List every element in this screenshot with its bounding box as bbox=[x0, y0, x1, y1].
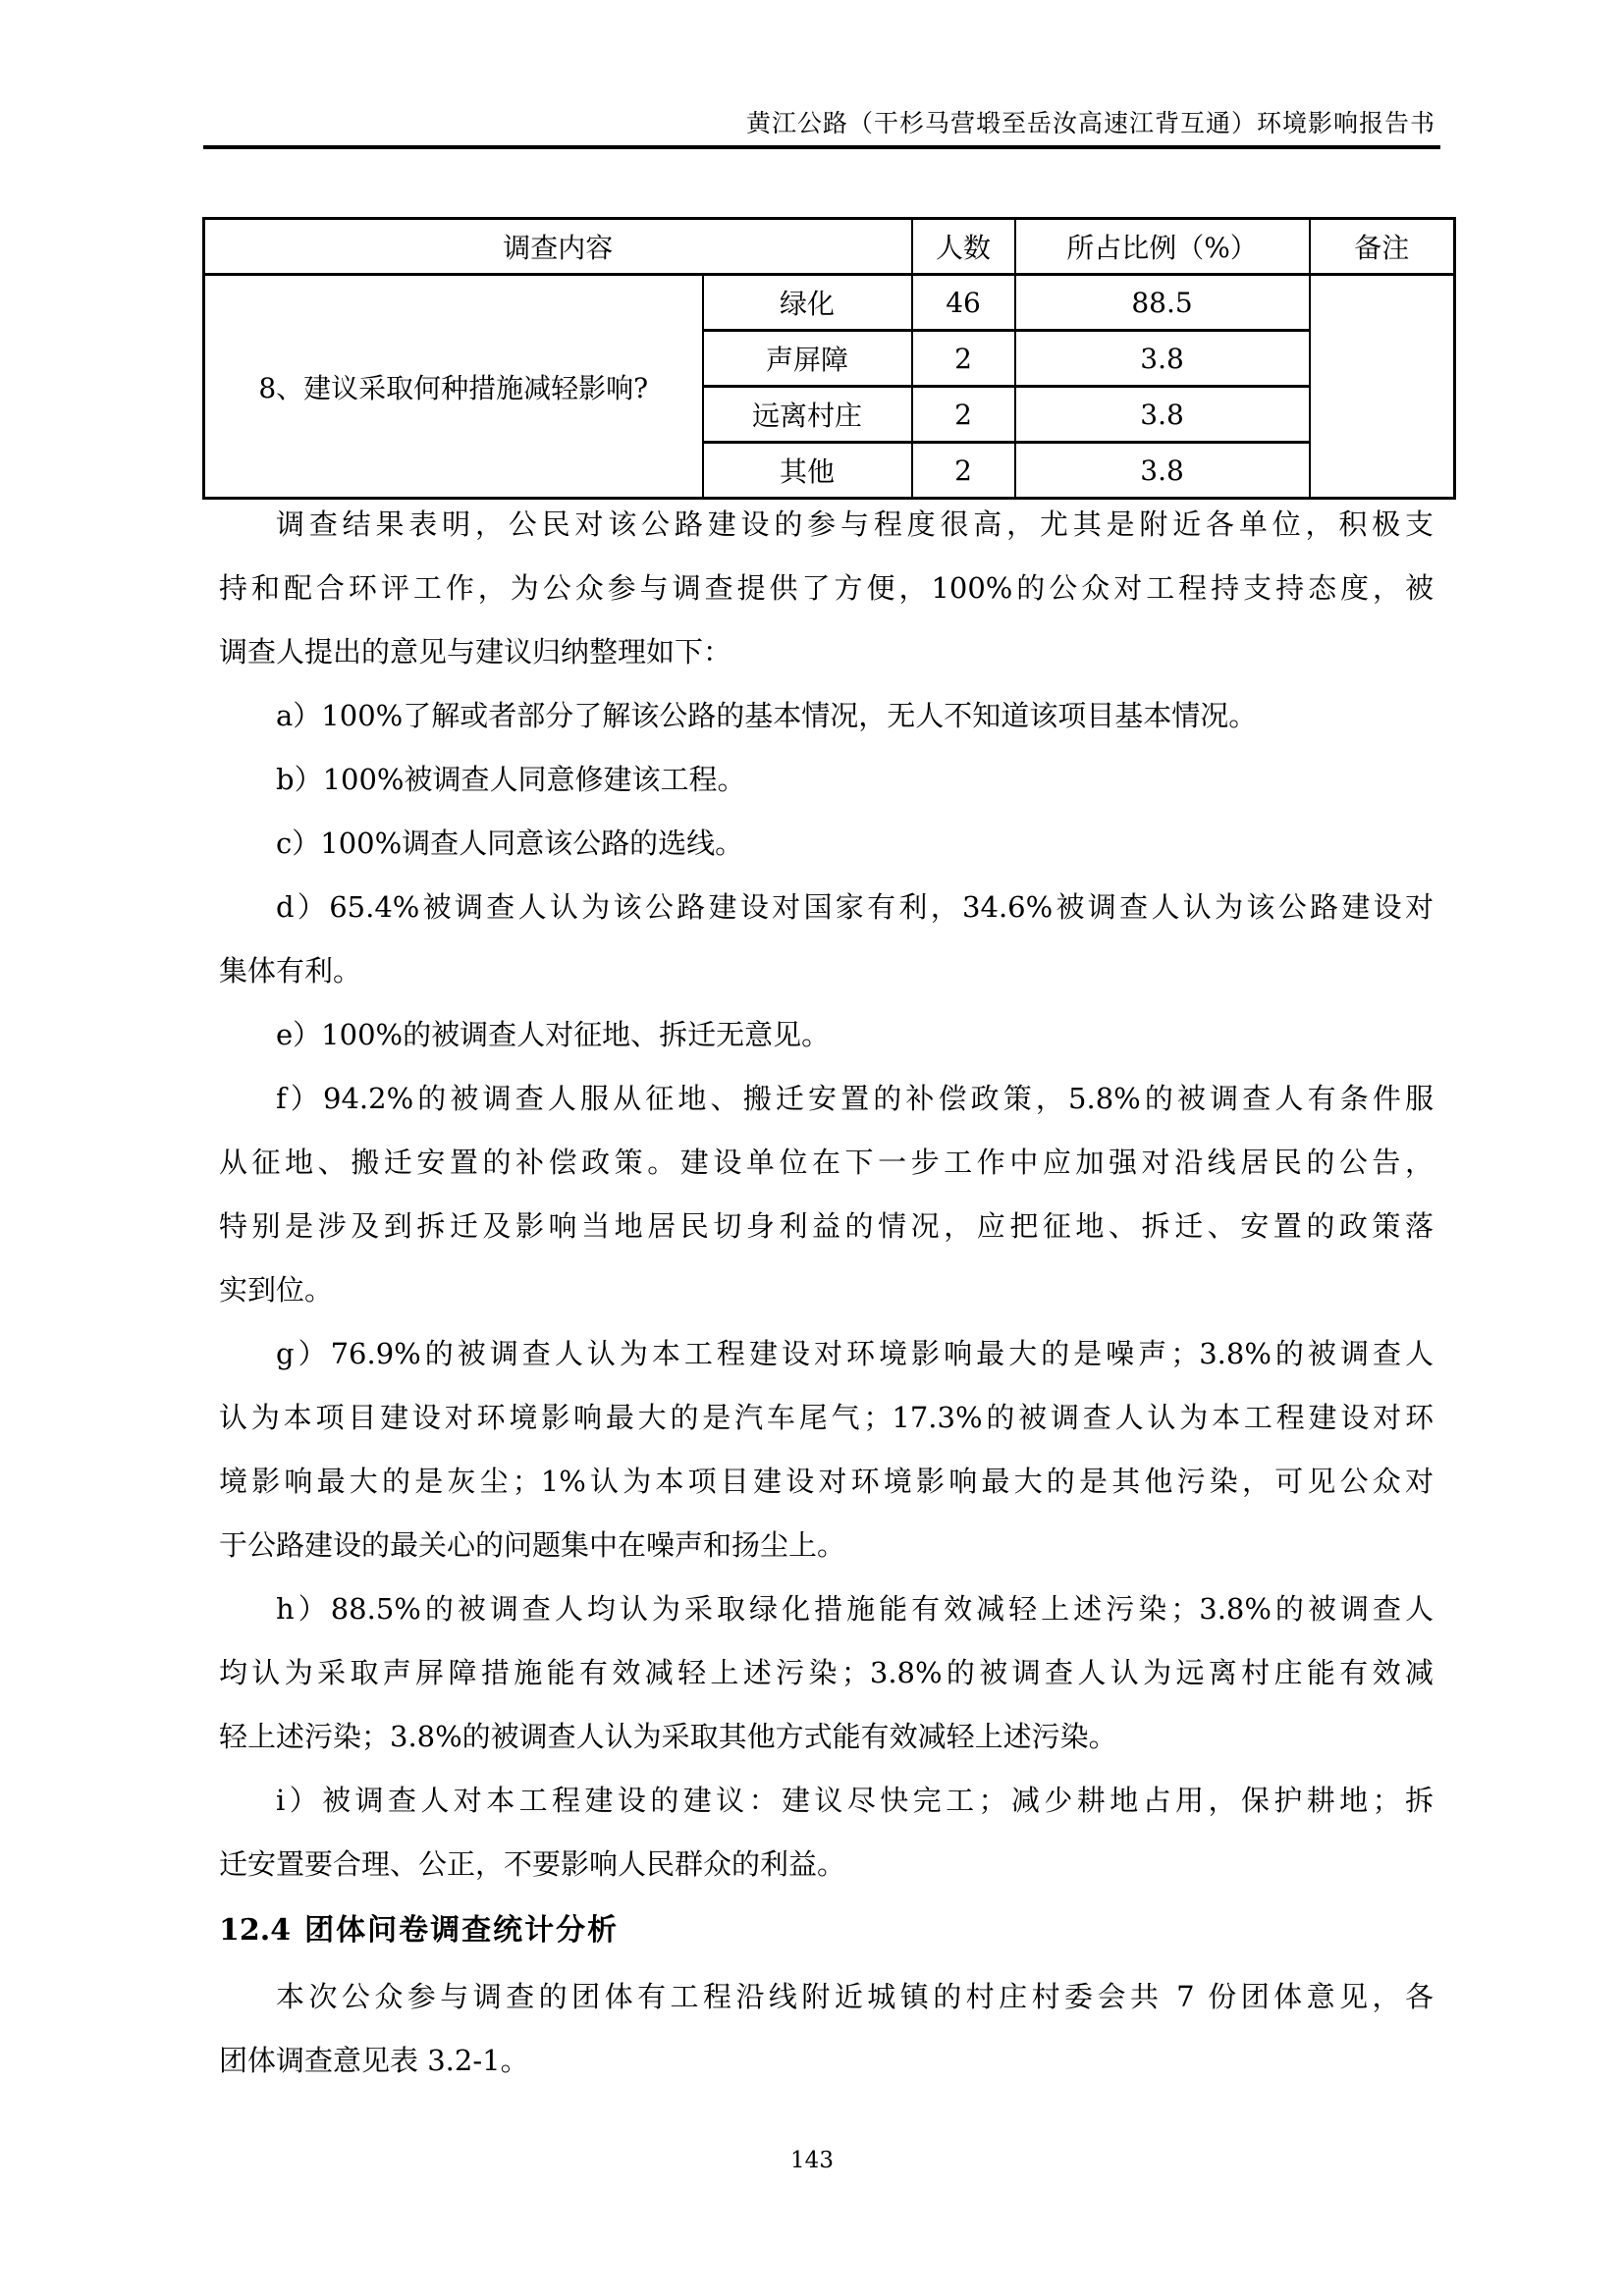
section-title: 团体问卷调查统计分析 bbox=[304, 1913, 620, 1948]
col-header-percentage: 所占比例（%） bbox=[1015, 219, 1310, 275]
body-line: i）被调查人对本工程建设的建议：建议尽快完工；减少耕地占用，保护耕地；拆 bbox=[276, 1784, 1434, 1817]
measure-cell: 绿化 bbox=[703, 275, 912, 331]
col-header-count: 人数 bbox=[912, 219, 1015, 275]
table-header-row bbox=[204, 219, 1455, 275]
count-cell: 46 bbox=[912, 275, 1015, 331]
header-rule bbox=[203, 145, 1440, 149]
percentage-cell: 3.8 bbox=[1015, 331, 1310, 387]
remark-cell bbox=[1310, 275, 1455, 499]
percentage-cell: 3.8 bbox=[1015, 443, 1310, 499]
measure-cell: 声屏障 bbox=[703, 331, 912, 387]
body-line: a）100%了解或者部分了解该公路的基本情况，无人不知道该项目基本情况。 bbox=[276, 699, 1258, 732]
survey-table bbox=[202, 217, 1453, 500]
count-cell: 2 bbox=[912, 331, 1015, 387]
measure-cell: 远离村庄 bbox=[703, 387, 912, 443]
body-line: e）100%的被调查人对征地、拆迁无意见。 bbox=[276, 1018, 831, 1051]
body-line: 实到位。 bbox=[219, 1273, 334, 1307]
body-line: h）88.5%的被调查人均认为采取绿化措施能有效减轻上述污染；3.8%的被调查人 bbox=[276, 1592, 1434, 1626]
percentage-cell: 3.8 bbox=[1015, 387, 1310, 443]
body-line: 均认为采取声屏障措施能有效减轻上述污染；3.8%的被调查人认为远离村庄能有效减 bbox=[219, 1656, 1434, 1689]
body-line: g）76.9%的被调查人认为本工程建设对环境影响最大的是噪声；3.8%的被调查人 bbox=[276, 1337, 1434, 1370]
page-number: 143 bbox=[790, 2148, 834, 2173]
count-cell: 2 bbox=[912, 387, 1015, 443]
body-line: 持和配合环评工作，为公众参与调查提供了方便，100%的公众对工程持支持态度，被 bbox=[219, 571, 1434, 605]
section-number: 12.4 bbox=[219, 1913, 292, 1948]
table-row bbox=[204, 275, 1455, 331]
body-line: 境影响最大的是灰尘；1%认为本项目建设对环境影响最大的是其他污染，可见公众对 bbox=[219, 1465, 1434, 1498]
body-line: 迁安置要合理、公正，不要影响人民群众的利益。 bbox=[219, 1847, 846, 1881]
body-text bbox=[219, 493, 1434, 2093]
col-header-survey-content: 调查内容 bbox=[204, 219, 912, 275]
body-line: c）100%调查人同意该公路的选线。 bbox=[276, 827, 744, 860]
body-line: d）65.4%被调查人认为该公路建设对国家有利，34.6%被调查人认为该公路建设对 bbox=[276, 890, 1434, 924]
body-line: 从征地、搬迁安置的补偿政策。建设单位在下一步工作中应加强对沿线居民的公告， bbox=[219, 1146, 1434, 1179]
body-line: 本次公众参与调查的团体有工程沿线附近城镇的村庄村委会共 7 份团体意见，各 bbox=[276, 1980, 1434, 2013]
body-line: b）100%被调查人同意修建该工程。 bbox=[276, 763, 746, 796]
body-line: 调查结果表明，公民对该公路建设的参与程度很高，尤其是附近各单位，积极支 bbox=[276, 507, 1434, 541]
percentage-cell: 88.5 bbox=[1015, 275, 1310, 331]
body-line: f）94.2%的被调查人服从征地、搬迁安置的补偿政策，5.8%的被调查人有条件服 bbox=[276, 1082, 1434, 1115]
body-line: 调查人提出的意见与建议归纳整理如下： bbox=[219, 635, 732, 668]
body-line: 集体有利。 bbox=[219, 954, 362, 988]
section-heading bbox=[219, 1896, 1434, 1965]
body-line: 特别是涉及到拆迁及影响当地居民切身利益的情况，应把征地、拆迁、安置的政策落 bbox=[219, 1209, 1434, 1243]
measure-cell: 其他 bbox=[703, 443, 912, 499]
body-line: 于公路建设的最关心的问题集中在噪声和扬尘上。 bbox=[219, 1528, 846, 1562]
count-cell: 2 bbox=[912, 443, 1015, 499]
question-cell: 8、建议采取何种措施减轻影响? bbox=[204, 275, 703, 499]
body-line: 认为本项目建设对环境影响最大的是汽车尾气；17.3%的被调查人认为本工程建设对环 bbox=[219, 1401, 1434, 1434]
body-line: 轻上述污染；3.8%的被调查人认为采取其他方式能有效减轻上述污染。 bbox=[219, 1720, 1117, 1753]
col-header-remark: 备注 bbox=[1310, 219, 1455, 275]
page-header-title: 黄江公路（干杉马营塅至岳汝高速江背互通）环境影响报告书 bbox=[745, 109, 1435, 137]
body-line: 团体调查意见表 3.2-1。 bbox=[219, 2044, 529, 2077]
